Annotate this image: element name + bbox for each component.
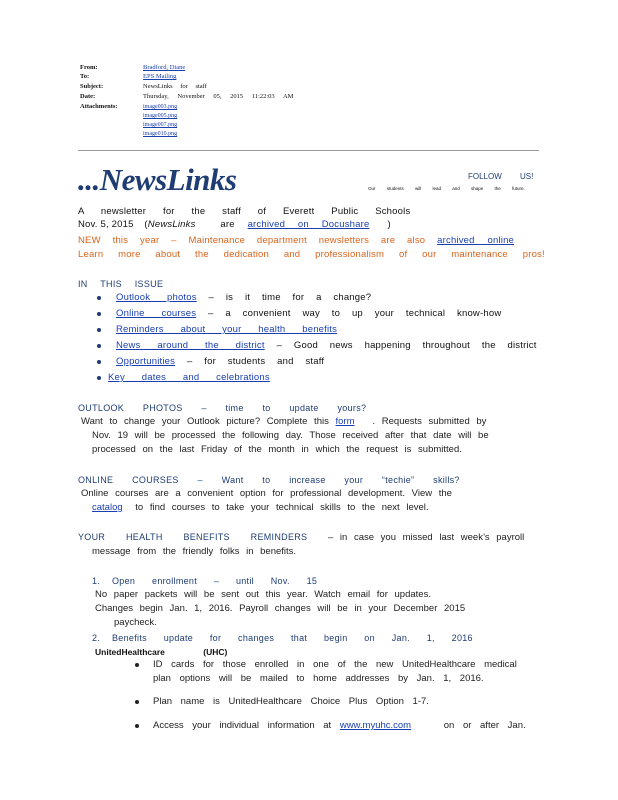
issue-item	[108, 372, 270, 383]
issue-item-text: – is it time for a change?	[208, 292, 372, 303]
issue-item	[116, 340, 537, 351]
outlook-line3: processed on the last Friday of the month in which the request is submitted.	[92, 444, 462, 455]
bullet-icon	[135, 700, 139, 704]
to-label: To:	[80, 73, 90, 80]
issue-item	[116, 324, 337, 335]
date-line: Nov. 5, 2015 (NewsLinks are archived on Docushare )	[78, 219, 391, 230]
bullet-icon	[135, 724, 139, 728]
maintenance-archive-link[interactable]: archived online	[437, 235, 515, 246]
issue-item-text: – for students and staff	[186, 356, 325, 367]
issue-link-key-dates[interactable]: Key dates and celebrations	[108, 372, 270, 383]
new-notice-line1	[78, 235, 514, 246]
to-value[interactable]	[143, 73, 176, 80]
docushare-link[interactable]: archived on Docushare	[247, 219, 370, 230]
item2-subtitle: UnitedHealthcare (UHC)	[95, 647, 228, 657]
outlook-line2: Nov. 19 will be processed the following day. Those received after that date will be	[92, 430, 489, 441]
outlook-line1	[81, 416, 486, 427]
in-this-issue-heading: IN THIS ISSUE	[78, 279, 164, 289]
are-text: are	[220, 219, 235, 230]
uhc-bullet-3	[153, 720, 526, 731]
subject-value: NewsLinks for staff	[143, 83, 207, 90]
bullet-icon	[97, 360, 101, 364]
issue-link-outlook[interactable]: Outlook photos	[116, 292, 197, 303]
from-label: From:	[80, 64, 98, 71]
issue-link-courses[interactable]: Online courses	[116, 308, 197, 319]
newsletter-title: ...NewsLinks	[78, 162, 237, 197]
outlook-text: Want to change your Outlook picture? Complete this	[81, 416, 329, 427]
follow-us[interactable]: FOLLOW US!	[468, 172, 534, 181]
catalog-link[interactable]: catalog	[92, 502, 123, 513]
issue-item-text: – Good news happening throughout the district	[276, 340, 537, 351]
outlook-heading: OUTLOOK PHOTOS – time to update yours?	[78, 403, 367, 413]
uhc-bullet-1a: ID cards for those enrolled in one of the new UnitedHealthcare medical	[153, 659, 517, 670]
item2-title: Benefits update for changes that begin on Jan. 1, 2016	[112, 633, 473, 643]
tagline: Our students will lead and shape the future.	[368, 186, 525, 191]
health-heading-rest: – in case you missed last week’s payroll	[328, 532, 525, 543]
myuhc-link[interactable]: www.myuhc.com	[339, 720, 412, 731]
issue-item	[116, 308, 501, 319]
subject-label: Subject:	[80, 83, 104, 90]
issue-date: Nov. 5, 2015	[78, 219, 134, 230]
issue-item-text: – a convenient way to up your technical know-how	[208, 308, 502, 319]
uhc-bullet-1b: plan options will be mailed to home addresses by Jan. 1, 2016.	[153, 673, 484, 684]
uhc-bullet-3-text: Access your individual information at	[153, 720, 332, 731]
date-value: Thursday, November 05, 2015 11:22:03 AM	[143, 93, 294, 100]
bullet-icon	[135, 663, 139, 667]
courses-heading: ONLINE COURSES – Want to increase your “techie” skills?	[78, 475, 460, 485]
italic-name: NewsLinks	[147, 219, 196, 230]
attachment-link[interactable]: image010.png	[143, 131, 178, 137]
issue-link-news[interactable]: News around the district	[116, 340, 265, 351]
outlook-text-end: . Requests submitted by	[372, 416, 487, 427]
courses-line2	[92, 502, 429, 513]
new-notice-line2: Learn more about the dedication and professionalism of our maintenance pros!	[78, 249, 545, 260]
uhc-bullet-2: Plan name is UnitedHealthcare Choice Plus Option 1-7.	[153, 696, 429, 707]
outlook-form-link[interactable]: form	[335, 416, 355, 427]
header-divider	[78, 150, 539, 151]
bullet-icon	[97, 312, 101, 316]
item1-number: 1.	[92, 576, 101, 586]
subtitle: A newsletter for the staff of Everett Public Schools	[78, 206, 411, 217]
new-notice-text: NEW this year – Maintenance department newsletters are also	[78, 235, 426, 246]
attachment-link[interactable]: image007.png	[143, 122, 178, 128]
health-line2: message from the friendly folks in benefits.	[92, 546, 297, 557]
item1-red-notice: No paper packets will be sent out this year. Watch email for updates.	[95, 589, 431, 600]
attachments-label: Attachments:	[80, 103, 118, 110]
item2-number: 2.	[92, 633, 101, 643]
item1-title: Open enrollment – until Nov. 15	[112, 576, 318, 586]
health-heading: YOUR HEALTH BENEFITS REMINDERS	[78, 532, 308, 542]
item1-line3: paycheck.	[114, 617, 157, 628]
bullet-icon	[97, 344, 101, 348]
bullet-icon	[97, 328, 101, 332]
courses-line1: Online courses are a convenient option for professional development. View the	[81, 488, 452, 499]
issue-item	[116, 356, 324, 367]
from-value[interactable]	[143, 64, 185, 71]
attachment-link[interactable]: image005.png	[143, 113, 178, 119]
attachments-list	[143, 103, 177, 139]
attachment-link[interactable]: image003.png	[143, 104, 178, 110]
item1-line2: Changes begin Jan. 1, 2016. Payroll changes will be in your December 2015	[95, 603, 466, 614]
issue-item	[116, 292, 371, 303]
health-heading-line	[78, 532, 524, 543]
to-link[interactable]: EPS Mailing	[143, 73, 177, 80]
issue-link-opportunities[interactable]: Opportunities	[116, 356, 176, 367]
bullet-icon	[97, 376, 101, 380]
issue-link-reminders[interactable]: Reminders about your health benefits	[116, 324, 338, 335]
from-link[interactable]: Bradford, Diane	[143, 64, 186, 71]
uhc-bullet-3-tail: on or after Jan.	[443, 720, 526, 731]
courses-text: to find courses to take your technical skills to the next level.	[135, 502, 429, 513]
date-label: Date:	[80, 93, 96, 100]
bullet-icon	[97, 296, 101, 300]
